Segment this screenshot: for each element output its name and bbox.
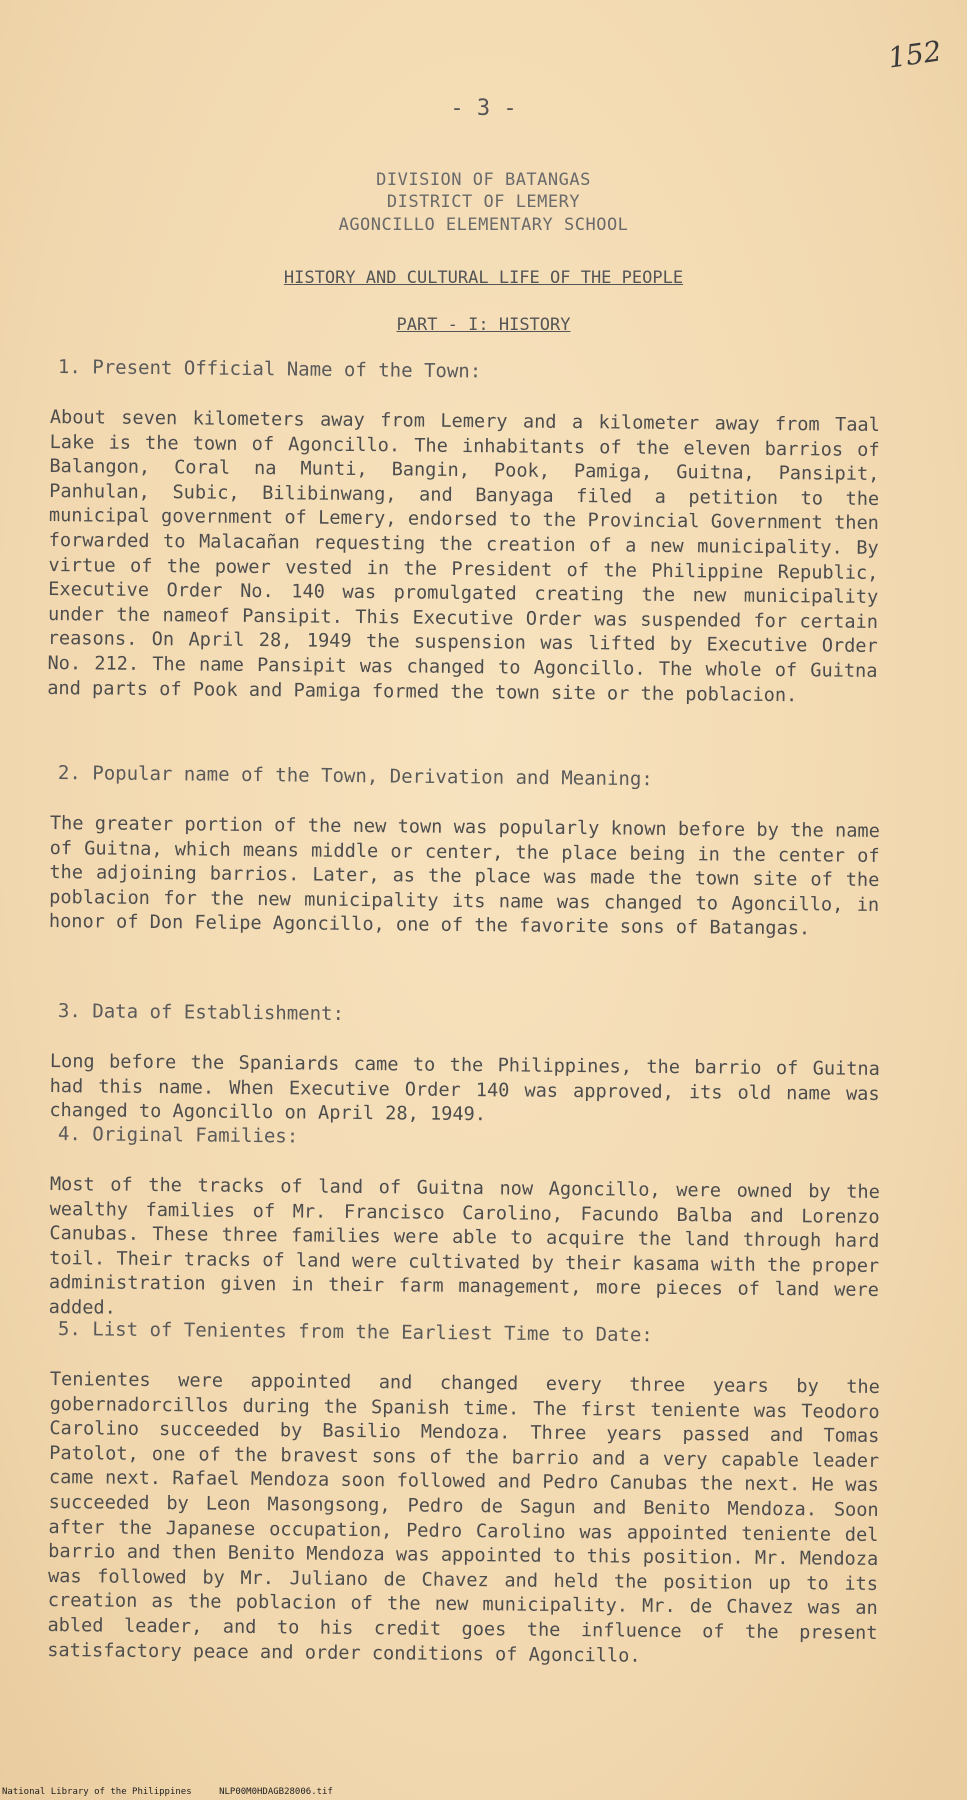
section-popular-name [48,762,880,940]
handwritten-page-number: 152 [885,34,944,75]
section-heading: 4. Original Families: [57,1123,299,1148]
section-text: Most of the tracks of land of Guitna now Agoncillo, were owned by the wealthy families of Mr. Francisco Carolino, Facundo Balba and Lorenzo Canubas. These three families were able to acquire the land through hard toil. Their tracks of land were cultivated by their kasama with the proper administration given in their farm management, more pieces of land were added. [48,1174,880,1319]
header-school: AGONCILLO ELEMENTARY SCHOOL [338,215,629,235]
section-tenientes [47,1318,880,1667]
section-original-families [50,1123,880,1321]
document-title: HISTORY AND CULTURAL LIFE OF THE PEOPLE [283,268,684,288]
section-heading: 2. Popular name of the Town, Derivation and Meaning: [57,762,653,791]
section-text: Long before the Spaniards came to the Philippines, the barrio of Guitna had this name. When Executive Order 140 was approved, its old name was changed to Agoncillo on April 28, 1949. [49,1051,880,1126]
header-district: DISTRICT OF LEMERY [386,192,581,212]
section-establishment [50,1000,880,1124]
section-text: The greater portion of the new town was popularly known before by the name of Guitna, which means middle or center, the place being in the center of the adjoining barrios. Later, as the place was made the town site of the poblacion for the new municipality its name was changed to Agoncillo, in honor of Don Felipe Agoncillo, one of the favorite sons of Batangas. [48,812,880,940]
part-title: PART - I: HISTORY [396,315,571,335]
section-heading: 1. Present Official Name of the Town: [57,356,482,383]
header-division: DIVISION OF BATANGAS [376,170,591,190]
section-heading: 5. List of Tenientes from the Earliest Time to Date: [57,1318,653,1347]
footer-filename: NLP00M0HDAGB28006.tif [219,1787,333,1797]
footer-library: National Library of the Philippines [2,1787,192,1797]
section-text: About seven kilometers away from Lemery and a kilometer away from Taal Lake is the town of Agoncillo. The inhabitants of the eleven barrios of Balangon, Coral na Munti, Bangin, Pook, Pamiga, Guitna, Pansipit, Panhulan, Subic, Bilibinwang, and Banyaga filed a petition to the municipal government of Lemery, endorsed to the Provincial Government then forwarded to Malacañan requesting the creation of a new municipality. By virtue of the power vested in the President of the Philippine Republic, Executive Order No. 140 was promulgated creating the new municipality under the nameof Pansipit. This Executive Order was suspended for certain reasons. On April 28, 1949 the suspension was lifted by Executive Order No. 212. The name Pansipit was changed to Agoncillo. The whole of Guitna and parts of Pook and Pamiga formed the town site or the poblacion. [47,406,880,706]
section-heading: 3. Data of Establishment: [57,1000,345,1025]
section-official-name [47,356,880,706]
typed-page-number: - 3 - [450,96,517,121]
scan-footer [2,1787,355,1797]
section-text: Tenientes were appointed and changed every three years by the gobernadorcillos during the Spanish time. The first teniente was Teodoro Carolino succeeded by Basilio Mendoza. Three years passed and Tomas Patolot, one of the bravest sons of the barrio and a very capable leader came next. Rafael Mendoza soon followed and Pedro Canubas the next. He was succeeded by Leon Masongsong, Pedro de Sagun and Benito Mendoza. Soon after the Japanese occupation, Pedro Carolino was appointed teniente del barrio and then Benito Mendoza was appointed to this position. Mr. Mendoza was followed by Mr. Juliano de Chavez and held the position up to its creation as the poblacion of the new municipality. Mr. de Chavez was an abled leader, and to his credit goes the influence of the present satisfactory peace and order conditions of Agoncillo. [47,1369,880,1667]
